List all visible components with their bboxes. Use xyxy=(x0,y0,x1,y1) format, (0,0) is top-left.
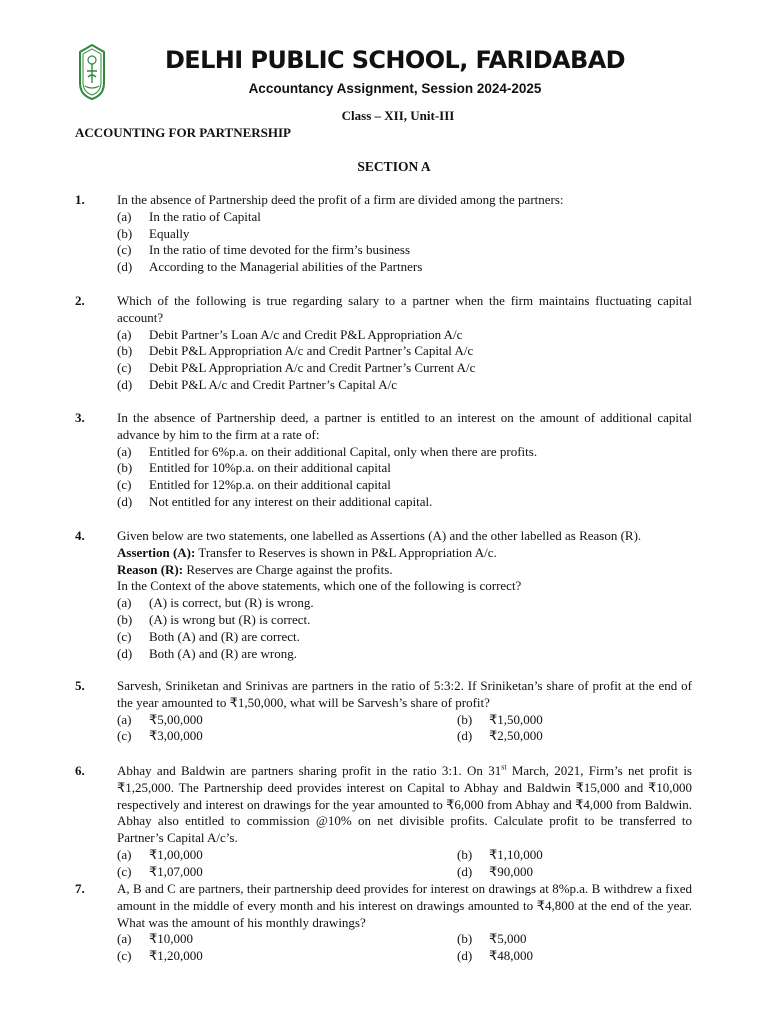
context-text: In the Context of the above statements, which one of the following is correct? xyxy=(117,578,522,594)
question-text xyxy=(117,763,692,847)
class-unit: Class – XII, Unit-III xyxy=(341,108,455,123)
option-text: ₹1,10,000 xyxy=(489,846,543,862)
option-text: Both (A) and (R) are correct. xyxy=(149,628,300,644)
question-number: 7. xyxy=(75,881,85,896)
question-text-part: Abhay and Baldwin are partners sharing profit in the ratio 3:1. On 31 xyxy=(117,763,502,778)
question-number: 5. xyxy=(75,678,85,693)
option-label: (a) xyxy=(117,208,132,224)
option-text: Debit P&L A/c and Credit Partner’s Capital A/c xyxy=(149,376,398,392)
question-6 xyxy=(75,763,692,881)
option-text: ₹2,50,000 xyxy=(489,728,543,744)
question-text: Which of the following is true regarding salary to a partner when the firm maintains fluctuating capital account? xyxy=(117,293,692,325)
option-row xyxy=(117,847,692,864)
option-text: Both (A) and (R) are wrong. xyxy=(149,645,298,661)
option-text: Equally xyxy=(149,225,190,241)
option-text: Debit P&L Appropriation A/c and Credit Partner’s Current A/c xyxy=(149,360,476,376)
option-text: ₹90,000 xyxy=(489,863,534,879)
option-label: (a) xyxy=(117,931,132,947)
option xyxy=(117,327,692,344)
option-label: (b) xyxy=(117,460,133,476)
option-label: (d) xyxy=(457,863,473,879)
option-text: Entitled for 6%p.a. on their additional Capital, only when there are profits. xyxy=(149,443,538,459)
option-text: Debit P&L Appropriation A/c and Credit Partner’s Capital A/c xyxy=(149,343,474,359)
question-5 xyxy=(75,678,692,745)
option-text: ₹1,50,000 xyxy=(489,711,543,727)
option xyxy=(117,444,692,461)
option-label: (c) xyxy=(117,728,132,744)
option-text: ₹1,00,000 xyxy=(149,846,203,862)
question-text: Sarvesh, Sriniketan and Srinivas are partners in the ratio of 5:3:2. If Sriniketan’s share of profit at the end of the year amounted to ₹1,50,000, what will be Sarvesh’s share of profit? xyxy=(117,678,692,710)
assertion-label: Assertion (A): xyxy=(117,544,196,560)
question-text: Given below are two statements, one labelled as Assertions (A) and the other labelled as Reason (R). xyxy=(117,528,642,543)
option-label: (d) xyxy=(457,728,473,744)
option-text: Not entitled for any interest on their additional capital. xyxy=(149,493,433,509)
option-label: (c) xyxy=(117,628,132,644)
option-label: (b) xyxy=(117,225,133,241)
reason-line xyxy=(117,562,692,579)
option xyxy=(117,629,692,646)
assertion-line xyxy=(117,545,692,562)
option-label: (b) xyxy=(457,846,473,862)
question-4 xyxy=(75,528,692,662)
question-number: 1. xyxy=(75,192,85,207)
option xyxy=(117,494,692,511)
option xyxy=(117,460,692,477)
option-text: ₹10,000 xyxy=(149,931,194,947)
option-label: (d) xyxy=(117,376,133,392)
option-label: (a) xyxy=(117,595,132,611)
option-label: (d) xyxy=(117,259,133,275)
question-text: In the absence of Partnership deed, a partner is entitled to an interest on the amount of additional capital advance by him to the firm at a rate of: xyxy=(117,410,692,442)
option-label: (a) xyxy=(117,443,132,459)
option-label: (c) xyxy=(117,477,132,493)
option-text: ₹1,20,000 xyxy=(149,948,203,964)
question-3 xyxy=(75,410,692,511)
reason-text: Reserves are Charge against the profits. xyxy=(183,561,393,577)
option-row xyxy=(117,728,692,745)
option-label: (a) xyxy=(117,326,132,342)
option-text: ₹3,00,000 xyxy=(149,728,203,744)
option xyxy=(117,242,692,259)
option-text: According to the Managerial abilities of the Partners xyxy=(149,259,423,275)
option xyxy=(117,612,692,629)
option xyxy=(117,595,692,612)
question-number: 3. xyxy=(75,410,85,425)
question-1 xyxy=(75,192,692,276)
option-text: Entitled for 10%p.a. on their additional capital xyxy=(149,460,391,476)
option-text: Entitled for 12%p.a. on their additional capital xyxy=(149,477,391,493)
option-label: (d) xyxy=(117,645,133,661)
option-text: ₹5,00,000 xyxy=(149,711,203,727)
option-row xyxy=(117,712,692,729)
question-text: A, B and C are partners, their partnership deed provides for interest on drawings at 8%p.a. B withdrew a fixed amount in the middle of every month and his interest on drawings amounted to ₹4,800 at the end of the year. What was the amount of his monthly drawings? xyxy=(117,881,692,930)
option xyxy=(117,646,692,663)
option xyxy=(117,377,692,394)
section-heading: SECTION A xyxy=(357,159,431,174)
option-label: (c) xyxy=(117,360,132,376)
assertion-text: Transfer to Reserves is shown in P&L Appropriation A/c. xyxy=(195,544,497,560)
option-text: ₹1,07,000 xyxy=(149,863,203,879)
option xyxy=(117,226,692,243)
option-text: ₹48,000 xyxy=(489,948,534,964)
option-row xyxy=(117,931,692,948)
question-7 xyxy=(75,881,692,965)
option-row xyxy=(117,864,692,881)
option-label: (a) xyxy=(117,846,132,862)
question-text: In the absence of Partnership deed the profit of a firm are divided among the partners: xyxy=(117,192,564,207)
school-name: DELHI PUBLIC SCHOOL, FARIDABAD xyxy=(164,46,625,74)
option-label: (d) xyxy=(117,493,133,509)
option xyxy=(117,477,692,494)
option-label: (c) xyxy=(117,863,132,879)
question-number: 2. xyxy=(75,293,85,308)
topic-title: ACCOUNTING FOR PARTNERSHIP xyxy=(75,125,291,140)
question-text-part: March, 2021, Firm’s net profit is ₹1,25,000. The Partnership deed provides interest on Capital to Abhay and Baldwin ₹15,000 and ₹10,000 respectively and interest on drawings for the year amounted to ₹6,000 from Abhay and ₹4,000 from Baldwin. Abhay also entitled to commission @10% on net divisible profits. Calculate profit to be transferred to Partner’s Capital A/c’s. xyxy=(117,763,692,846)
option-text: In the ratio of time devoted for the firm’s business xyxy=(149,242,411,258)
option-row xyxy=(117,948,692,965)
question-2 xyxy=(75,293,692,394)
assignment-title: Accountancy Assignment, Session 2024-2025 xyxy=(248,81,542,96)
option-label: (b) xyxy=(457,931,473,947)
reason-label: Reason (R): xyxy=(117,561,184,577)
option-label: (d) xyxy=(457,948,473,964)
option-label: (b) xyxy=(457,711,473,727)
question-number: 4. xyxy=(75,528,85,543)
option-label: (b) xyxy=(117,343,133,359)
option-text: Debit Partner’s Loan A/c and Credit P&L Appropriation A/c xyxy=(149,326,463,342)
option-text: ₹5,000 xyxy=(489,931,527,947)
option xyxy=(117,259,692,276)
option xyxy=(117,360,692,377)
option-label: (c) xyxy=(117,242,132,258)
question-number: 6. xyxy=(75,763,85,778)
option-label: (a) xyxy=(117,711,132,727)
option-text: (A) is correct, but (R) is wrong. xyxy=(149,595,314,611)
option xyxy=(117,209,692,226)
option-text: In the ratio of Capital xyxy=(149,208,261,224)
option-label: (c) xyxy=(117,948,132,964)
option-text: (A) is wrong but (R) is correct. xyxy=(149,611,311,627)
option xyxy=(117,343,692,360)
ordinal-suffix: st xyxy=(501,762,507,772)
option-label: (b) xyxy=(117,611,133,627)
